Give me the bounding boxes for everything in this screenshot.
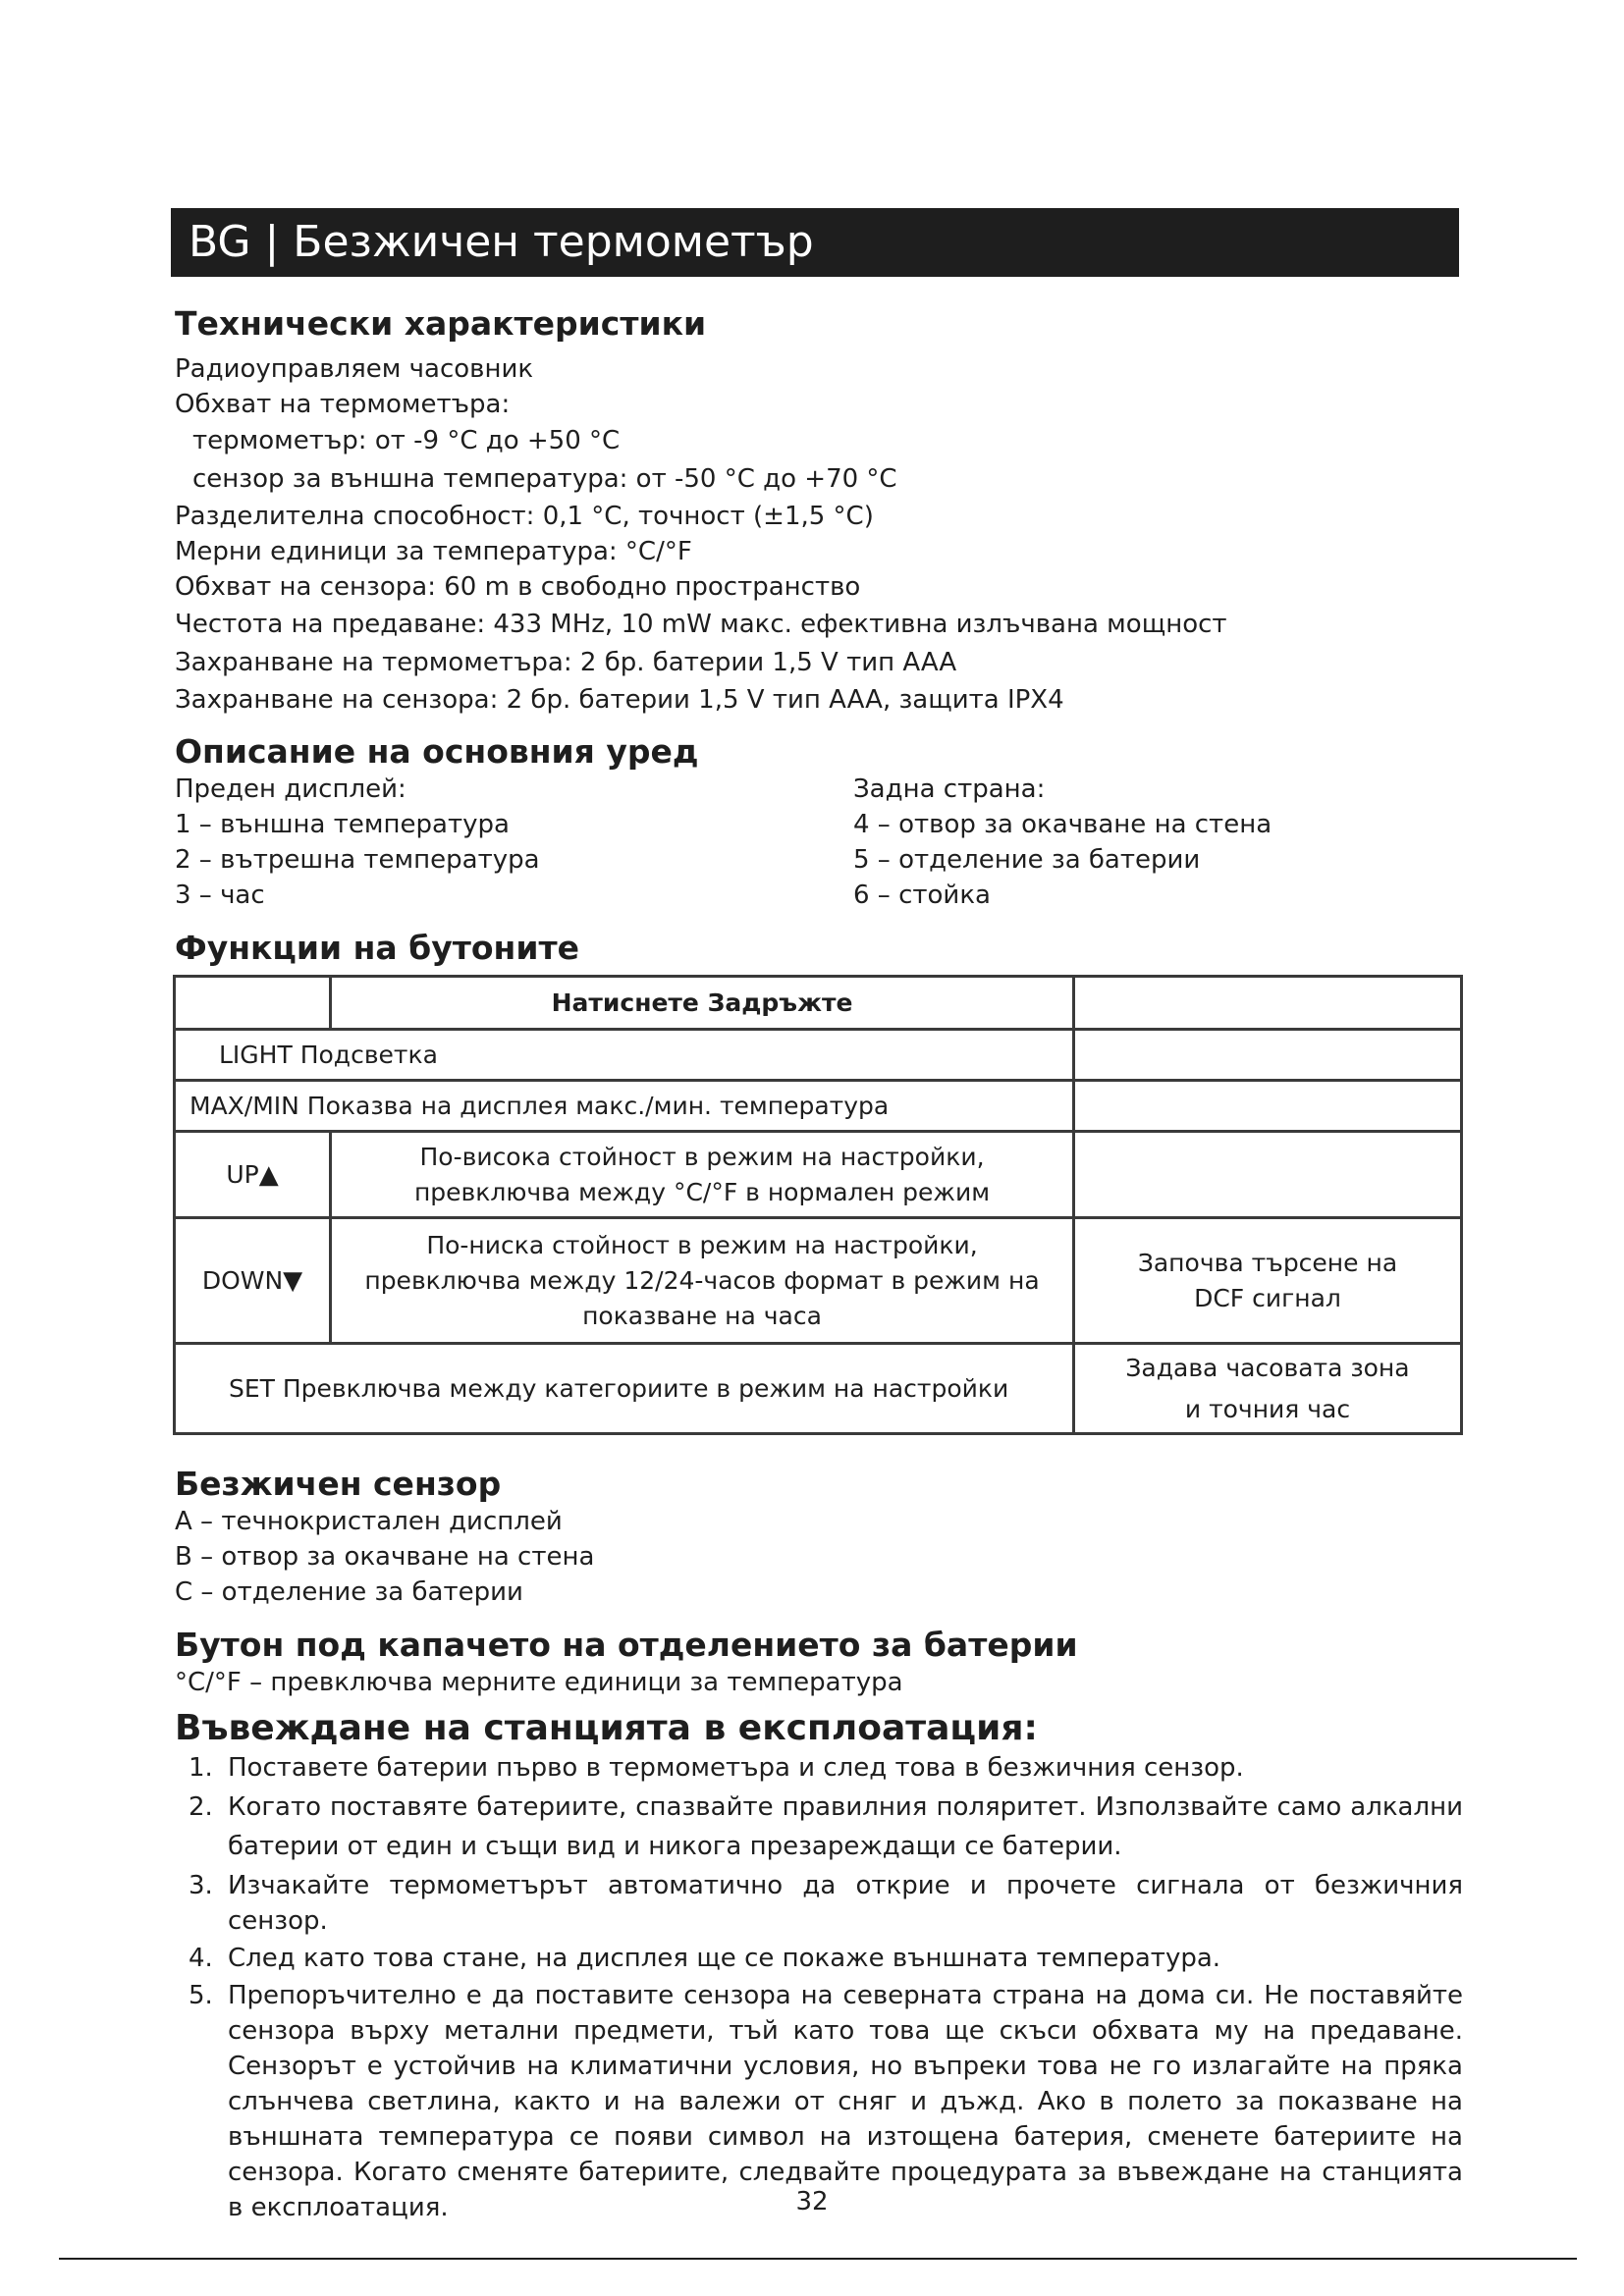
battery-button-line <box>175 1665 903 1700</box>
spec-line: Честота на предаване: 433 MHz, 10 mW макс. ефективна излъчвана мощност <box>175 610 1227 639</box>
back-line: 5 – отделение за батерии <box>853 845 1201 875</box>
front-line: 3 – час <box>175 881 265 910</box>
up-press-text: По-висока стойност в режим на настройки, превключва между °C/°F в нормален режим <box>331 1132 1074 1218</box>
light-row-text: LIGHT Подсветка <box>175 1030 1074 1081</box>
up-arrow-icon: ▲ <box>258 1159 279 1190</box>
startup-steps <box>175 1750 1463 2227</box>
list-item: 2. Когато поставяте батериите, спазвайте правилния поляритет. Използвайте само алкални батерии от един и същи вид и никога презареждащи се батерии. <box>189 1792 1463 1861</box>
set-hold-text: Задава часовата зона и точния час <box>1074 1344 1462 1434</box>
sensor-line: C – отделение за батерии <box>175 1577 523 1607</box>
back-side-list <box>853 772 1272 913</box>
spec-line: Захранване на сензора: 2 бр. батерии 1,5 V тип AAA, защита IPX4 <box>175 685 1064 715</box>
specs-heading: Технически характеристики <box>175 304 707 343</box>
down-hold-text: Започва търсене на DCF сигнал <box>1074 1218 1462 1344</box>
front-line: Преден дисплей: <box>175 774 406 804</box>
maxmin-row-text: MAX/MIN Показва на дисплея макс./мин. температура <box>175 1081 1074 1132</box>
description-heading: Описание на основния уред <box>175 732 699 771</box>
battery-button-text: °C/°F – превключва мерните единици за температура <box>175 1668 903 1697</box>
table-cell <box>175 977 331 1030</box>
sensor-list <box>175 1504 594 1610</box>
front-line: 1 – външна температура <box>175 810 510 839</box>
spec-line: сензор за външна температура: от -50 °C до +70 °C <box>192 464 897 494</box>
step-text: Препоръчително е да поставите сензора на северната страна на дома си. Не поставяйте сензора върху метални предмети, тъй като това ще скъси обхвата му на предаване. Сензорът е устойчив на климатични условия, но въпреки това не го излагайте на пряка слънчева светлина, както и на валежи от сняг и дъжд. Ако в полето за показване на външната температура се появи символ на изтощена батерия, сменете батериите на сензора. Когато сменяте батериите, следвайте процедурата за въвеждане на станцията в експлоатация. <box>228 1981 1463 2222</box>
front-display-list <box>175 772 540 913</box>
sensor-heading: Безжичен сензор <box>175 1465 502 1503</box>
list-item: 1. Поставете батерии първо в термометъра и след това в безжичния сензор. <box>189 1753 1244 1783</box>
column-header-press: Натиснете Задръжте <box>331 977 1074 1030</box>
step-text: Поставете батерии първо в термометъра и след това в безжичния сензор. <box>228 1753 1244 1783</box>
spec-line: Радиоуправляем часовник <box>175 354 534 384</box>
table-cell <box>1074 1030 1462 1081</box>
spec-line: Захранване на термометъра: 2 бр. батерии 1,5 V тип AAA <box>175 648 957 677</box>
table-row <box>175 1218 1462 1344</box>
step-text: Изчакайте термометърът автоматично да открие и прочете сигнала от безжичния сензор. <box>228 1871 1463 1936</box>
table-row <box>175 1081 1462 1132</box>
spec-line: Мерни единици за температура: °C/°F <box>175 537 692 566</box>
table-row <box>175 1030 1462 1081</box>
back-line: 4 – отвор за окачване на стена <box>853 810 1272 839</box>
table-cell <box>1074 1132 1462 1218</box>
table-row <box>175 977 1462 1030</box>
spec-line: Обхват на термометъра: <box>175 390 511 419</box>
front-line: 2 – вътрешна температура <box>175 845 540 875</box>
sensor-line: B – отвор за окачване на стена <box>175 1542 595 1572</box>
spec-line: Разделителна способност: 0,1 °C, точност (±1,5 °C) <box>175 502 874 531</box>
down-press-text: По-ниска стойност в режим на настройки, превключва между 12/24-часов формат в режим на показване на часа <box>331 1218 1074 1344</box>
page-banner: BG | Безжичен термометър <box>171 208 1459 277</box>
specs-list <box>175 351 1227 718</box>
battery-button-heading: Бутон под капачето на отделението за батерии <box>175 1626 1078 1664</box>
startup-heading: Въвеждане на станцията в експлоатация: <box>175 1708 1038 1748</box>
page-number: 32 <box>795 2187 829 2216</box>
down-key-cell <box>175 1218 331 1344</box>
list-item: 5. Препоръчително е да поставите сензора на северната страна на дома си. Не поставяйте сензора върху метални предмети, тъй като това ще скъси обхвата му на предаване. Сензорът е устойчив на климатични условия, но въпреки това не го излагайте на пряка слънчева светлина, както и на валежи от сняг и дъжд. Ако в полето за показване на външната температура се появи символ на изтощена батерия, сменете батериите на сензора. Когато сменяте батериите, следвайте процедурата за въвеждане на станцията в експлоатация. <box>189 1981 1463 2222</box>
up-key-cell <box>175 1132 331 1218</box>
down-arrow-icon: ▼ <box>283 1265 303 1296</box>
footer-rule <box>59 2258 1577 2260</box>
button-functions-table <box>173 975 1463 1435</box>
spec-line: Обхват на сензора: 60 m в свободно пространство <box>175 572 861 602</box>
down-key-label: DOWN <box>201 1265 284 1295</box>
spec-line: термометър: от -9 °C до +50 °C <box>192 426 621 455</box>
table-row <box>175 1132 1462 1218</box>
table-cell <box>1074 977 1462 1030</box>
step-text: След като това стане, на дисплея ще се покаже външната температура. <box>228 1944 1221 1973</box>
table-row <box>175 1344 1462 1434</box>
step-text: Когато поставяте батериите, спазвайте правилния поляритет. Използвайте само алкални батерии от един и същи вид и никога презареждащи се батерии. <box>228 1792 1463 1861</box>
up-key-label: UP <box>226 1159 259 1189</box>
table-cell <box>1074 1081 1462 1132</box>
back-line: 6 – стойка <box>853 881 991 910</box>
back-line: Задна страна: <box>853 774 1046 804</box>
sensor-line: A – течнокристален дисплей <box>175 1507 563 1536</box>
list-item: 3. Изчакайте термометърът автоматично да открие и прочете сигнала от безжичния сензор. <box>189 1871 1463 1936</box>
set-row-text: SET Превключва между категориите в режим на настройки <box>175 1344 1074 1434</box>
buttons-heading: Функции на бутоните <box>175 929 579 967</box>
list-item: 4. След като това стане, на дисплея ще се покаже външната температура. <box>189 1944 1221 1973</box>
